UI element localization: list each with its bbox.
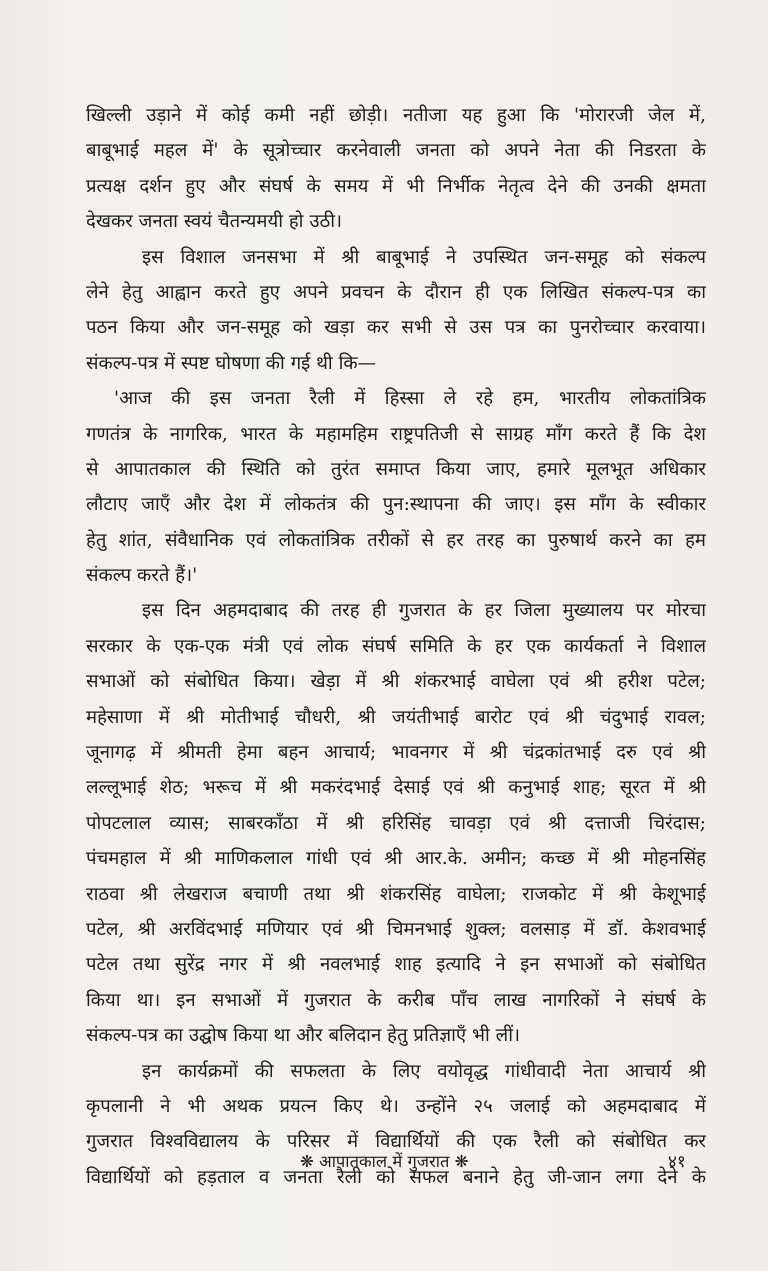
page-number: ४१	[668, 1152, 686, 1172]
text-line: सभाओं को संबोधित किया। खेड़ा में श्री शंकरभाई वाघेला एवं श्री हरीश पटेल;	[86, 671, 706, 693]
page-footer	[0, 1147, 768, 1177]
paragraph-1	[86, 98, 706, 240]
text-line: से आपातकाल की स्थिति को तुरंत समाप्त किया जाए, हमारे मूलभूत अधिकार	[86, 458, 706, 480]
text-line: राठवा श्री लेखराज बचाणी तथा श्री शंकरसिंह वाघेला; राजकोट में श्री केशूभाई	[86, 883, 706, 905]
resolution-quote	[86, 381, 706, 593]
text-line: सरकार के एक-एक मंत्री एवं लोक संघर्ष समिति के हर एक कार्यकर्ता ने विशाल	[86, 635, 706, 657]
text-line: किया था। इन सभाओं में गुजरात के करीब पाँच लाख नागरिकों ने संघर्ष के	[86, 989, 706, 1011]
text-line: लेने हेतु आह्वान करते हुए अपने प्रवचन के दौरान ही एक लिखित संकल्प-पत्र का	[86, 281, 706, 303]
text-line: इस विशाल जनसभा में श्री बाबूभाई ने उपस्थित जन-समूह को संकल्प	[142, 246, 706, 268]
text-line: गुजरात विश्वविद्यालय के परिसर में विद्यार्थियों की एक रैली को संबोधित कर	[86, 1131, 706, 1153]
text-line: संकल्प-पत्र का उद्घोष किया था और बलिदान हेतु प्रतिज्ञाएँ भी लीं।	[86, 1025, 521, 1047]
text-line: संकल्प-पत्र में स्पष्ट घोषणा की गई थी कि—	[86, 352, 377, 374]
text-line: पंचमहाल में श्री माणिकलाल गांधी एवं श्री आर.के. अमीन; कच्छ में श्री मोहनसिंह	[86, 848, 706, 870]
text-line: खिल्ली उड़ाने में कोई कमी नहीं छोड़ी। नतीजा यह हुआ कि 'मोरारजी जेल में,	[86, 105, 706, 126]
text-line: पटेल, श्री अरविंदभाई मणियार एवं श्री चिमनभाई शुक्ल; वलसाड़ में डॉ. केशवभाई	[86, 918, 706, 940]
text-line: विद्यार्थियों को हड़ताल व जनता रैली को सफल बनाने हेतु जी-जान लगा देने के	[86, 1166, 706, 1188]
text-line: इन कार्यक्रमों की सफलता के लिए वयोवृद्ध गांधीवादी नेता आचार्य श्री	[142, 1060, 706, 1082]
text-line: 'आज की इस जनता रैली में हिस्सा ले रहे हम, भारतीय लोकतांत्रिक	[114, 388, 706, 410]
text-line: लौटाए जाएँ और देश में लोकतंत्र की पुन:स्थापना की जाए। इस माँग के स्वीकार	[86, 494, 706, 516]
text-line: संकल्प करते हैं।'	[86, 565, 198, 587]
text-line: प्रत्यक्ष दर्शन हुए और संघर्ष के समय में भी निर्भीक नेतृत्व देने की उनकी क्षमता	[86, 175, 706, 197]
text-line: हेतु शांत, संवैधानिक एवं लोकतांत्रिक तरीकों से हर तरह का पुरुषार्थ करने का हम	[86, 529, 706, 551]
text-line: पठन किया और जन-समूह को खड़ा कर सभी से उस पत्र का पुनरोच्चार करवाया।	[86, 317, 706, 339]
text-line: जूनागढ़ में श्रीमती हेमा बहन आचार्य; भावनगर में श्री चंद्रकांतभाई दरु एवं श्री	[86, 742, 706, 764]
text-line: कृपलानी ने भी अथक प्रयत्न किए थे। उन्होंने २५ जलाई को अहमदाबाद में	[86, 1095, 706, 1117]
text-line: लल्लूभाई शेठ; भरूच में श्री मकरंदभाई देसाई एवं श्री कनुभाई शाह; सूरत में श्री	[86, 777, 706, 799]
text-line: इस दिन अहमदाबाद की तरह ही गुजरात के हर जिला मुख्यालय पर मोरचा	[142, 600, 706, 622]
text-line: पटेल तथा सुरेंद्र नगर में श्री नवलभाई शाह इत्यादि ने इन सभाओं को संबोधित	[86, 954, 706, 976]
body-text	[86, 98, 706, 1195]
text-line: पोपटलाल व्यास; साबरकाँठा में श्री हरिसिंह चावड़ा एवं श्री दत्ताजी चिरंदास;	[86, 812, 706, 834]
text-line: बाबूभाई महल में' के सूत्रोच्चार करनेवाली जनता को अपने नेता की निडरता के	[86, 140, 706, 162]
text-line: देखकर जनता स्वयं चैतन्यमयी हो उठी।	[86, 211, 343, 233]
text-line: गणतंत्र के नागरिक, भारत के महामहिम राष्ट्रपतिजी से साग्रह माँग करते हैं कि देश	[86, 423, 706, 445]
text-line: महेसाणा में श्री मोतीभाई चौधरी, श्री जयंतीभाई बारोट एवं श्री चंदुभाई रावल;	[86, 706, 706, 728]
paragraph-2	[86, 240, 706, 382]
running-footer-title: ❋ आपातकाल में गुजरात ❋	[300, 1152, 469, 1171]
paragraph-4	[86, 593, 706, 1053]
